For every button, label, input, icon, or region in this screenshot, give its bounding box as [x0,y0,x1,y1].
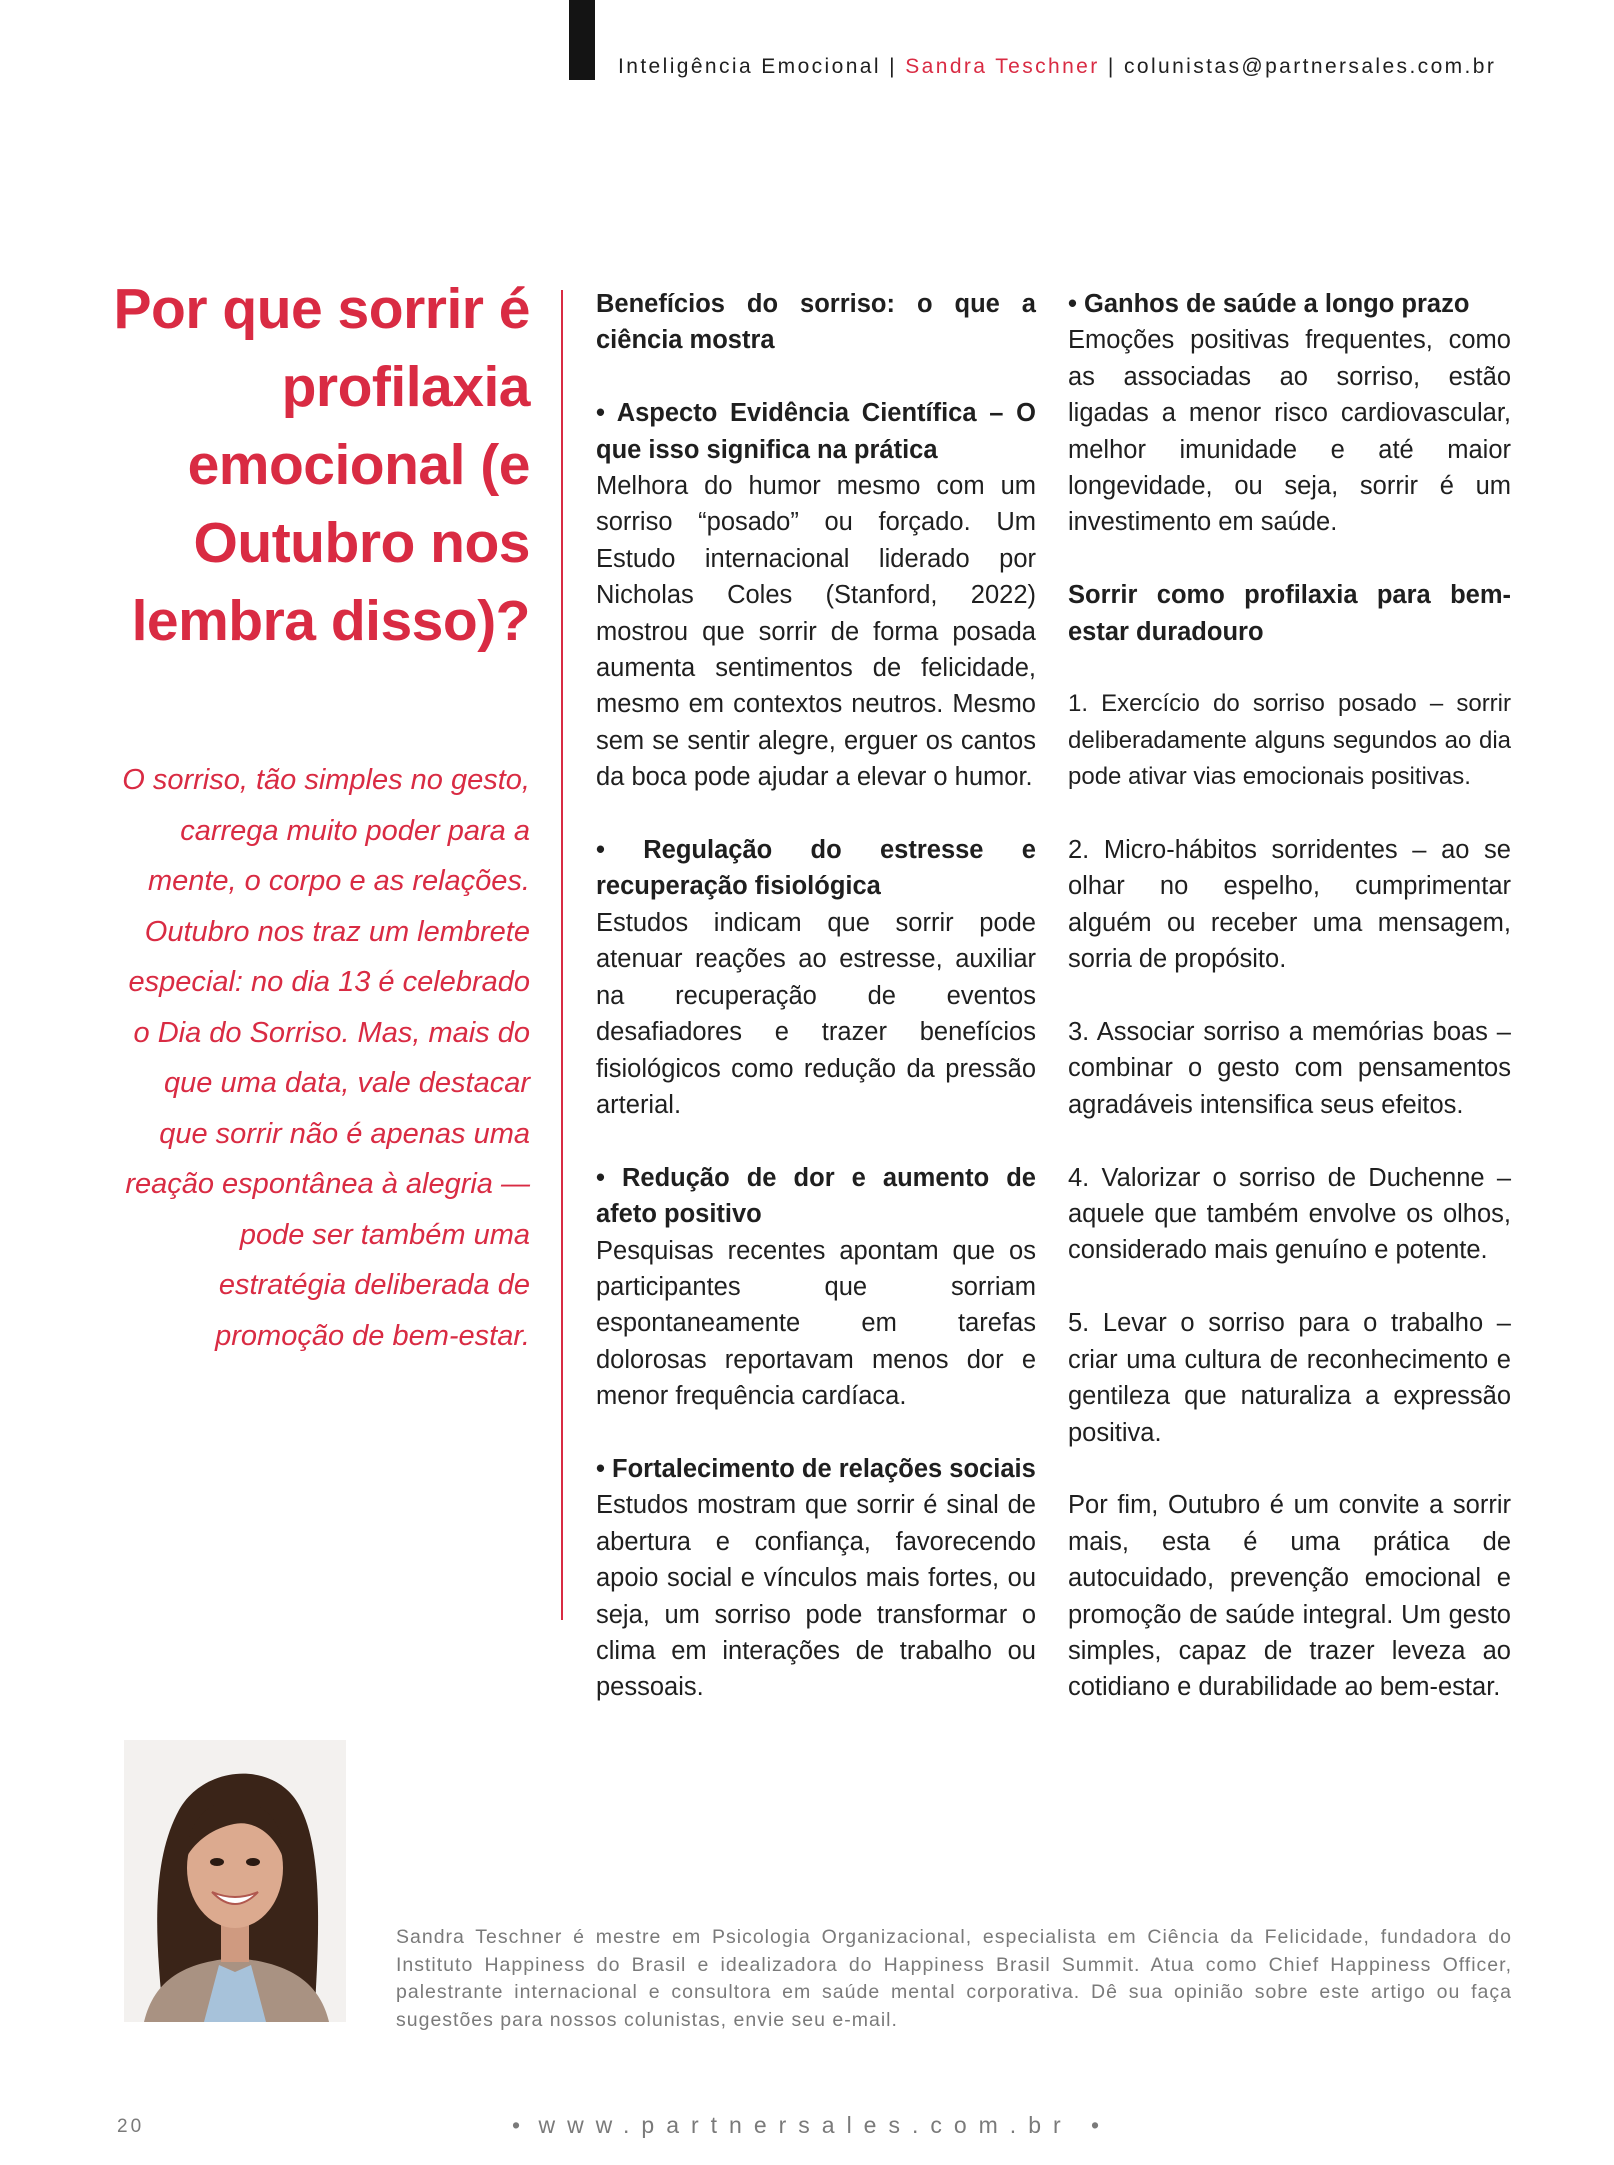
list-item: 2. Micro-hábitos sorridentes – ao se olhar no espelho, cumprimentar alguém ou receber uma mensagem, sorria de propósito. [1068,836,1511,974]
list-item: 1. Exercício do sorriso posado – sorrir deliberadamente alguns segundos ao dia pode ativar vias emocionais positivas. [1068,690,1511,791]
section-body: Emoções positivas frequentes, como as associadas ao sorriso, estão ligadas a menor risco cardiovascular, melhor imunidade e até maior longevidade, ou seja, sorrir é um investimento em saúde. [1068,326,1511,537]
footer-website [512,2112,1099,2139]
section-body: Melhora do humor mesmo com um sorriso “posado” ou forçado. Um Estudo internacional liderado por Nicholas Coles (Stanford, 2022) mostrou que sorrir de forma posada aumenta sentimentos de felicidade, mesmo em contextos neutros. Mesmo sem se sentir alegre, erguer os cantos da boca pode ajudar a elevar o humor. [596,472,1036,792]
list-item: 4. Valorizar o sorriso de Duchenne – aquele que também envolve os olhos, considerado mais genuíno e potente. [1068,1163,1511,1265]
header-separator: | [1099,55,1124,78]
column-divider [561,290,563,1620]
section-subheading: • Aspecto Evidência Científica – O que isso significa na prática [596,399,1036,464]
list-item: 5. Levar o sorriso para o trabalho – criar uma cultura de reconhecimento e gentileza que naturaliza a expressão positiva. [1068,1309,1511,1447]
page-number: 20 [117,2116,145,2137]
header-author: Sandra Teschner [905,55,1100,78]
section-heading: Sorrir como profilaxia para bem-estar duradouro [1068,581,1511,646]
list-item: 3. Associar sorriso a memórias boas – combinar o gesto com pensamentos agradáveis intensifica seus efeitos. [1068,1018,1511,1119]
bullet-icon: • [512,2112,521,2138]
header-bar [569,0,595,80]
header-section: Inteligência Emocional [618,55,881,78]
article-column-1 [596,286,1036,1706]
article-title: Por que sorrir é profilaxia emocional (e Outubro nos lembra disso)? [113,277,530,653]
article-lede: O sorriso, tão simples no gesto, carrega muito poder para a mente, o corpo e as relações. Outubro nos traz um lembrete especial: no dia 13 é celebrado o Dia do Sorriso. Mas, mais do que uma data, vale destacar que sorrir não é apenas uma reação espontânea à alegria — pode ser também uma estratégia deliberada de promoção de bem-estar. [122,764,530,1352]
section-subheading: • Redução de dor e aumento de afeto positivo [596,1163,1036,1229]
author-bio: Sandra Teschner é mestre em Psicologia Organizacional, especialista em Ciência da Felicidade, fundadora do Instituto Happiness do Brasil e idealizadora do Happiness Brasil Summit. Atua como Chief Happiness Officer, palestrante internacional e consultora em saúde mental corporativa. Dê sua opinião sobre este artigo ou faça sugestões para nossos colunistas, envie seu e-mail. [396,1926,1512,2031]
section-body: Pesquisas recentes apontam que os participantes que sorriam espontaneamente em tarefas dolorosas reportavam menos dor e menor frequência cardíaca. [596,1236,1036,1411]
header-email[interactable]: colunistas@partnersales.com.br [1123,55,1497,78]
section-body: Estudos mostram que sorrir é sinal de abertura e confiança, favorecendo apoio social e vínculos mais fortes, ou seja, um sorriso pode transformar o clima em interações de trabalho ou pessoais. [596,1491,1036,1702]
section-body: Estudos indicam que sorrir pode atenuar reações ao estresse, auxiliar na recuperação de eventos desafiadores e trazer benefícios fisiológicos como redução da pressão arterial. [596,908,1036,1119]
author-portrait-icon [124,1740,346,2022]
section-subheading: • Regulação do estresse e recuperação fisiológica [596,836,1036,901]
section-heading: Benefícios do sorriso: o que a ciência mostra [596,290,1036,355]
section-subheading: • Fortalecimento de relações sociais [596,1454,1036,1483]
closing-paragraph: Por fim, Outubro é um convite a sorrir mais, esta é uma prática de autocuidado, prevenção emocional e promoção de saúde integral. Um gesto simples, capaz de trazer leveza ao cotidiano e durabilidade ao bem-estar. [1068,1491,1511,1702]
author-photo [124,1740,346,2022]
header-separator: | [880,55,906,78]
website-link[interactable]: www.partnersales.com.br [538,2112,1073,2138]
bullet-icon: • [1091,2112,1100,2138]
section-subheading: • Ganhos de saúde a longo prazo [1068,290,1470,318]
article-column-2 [1068,286,1511,1706]
running-header [618,55,1496,79]
